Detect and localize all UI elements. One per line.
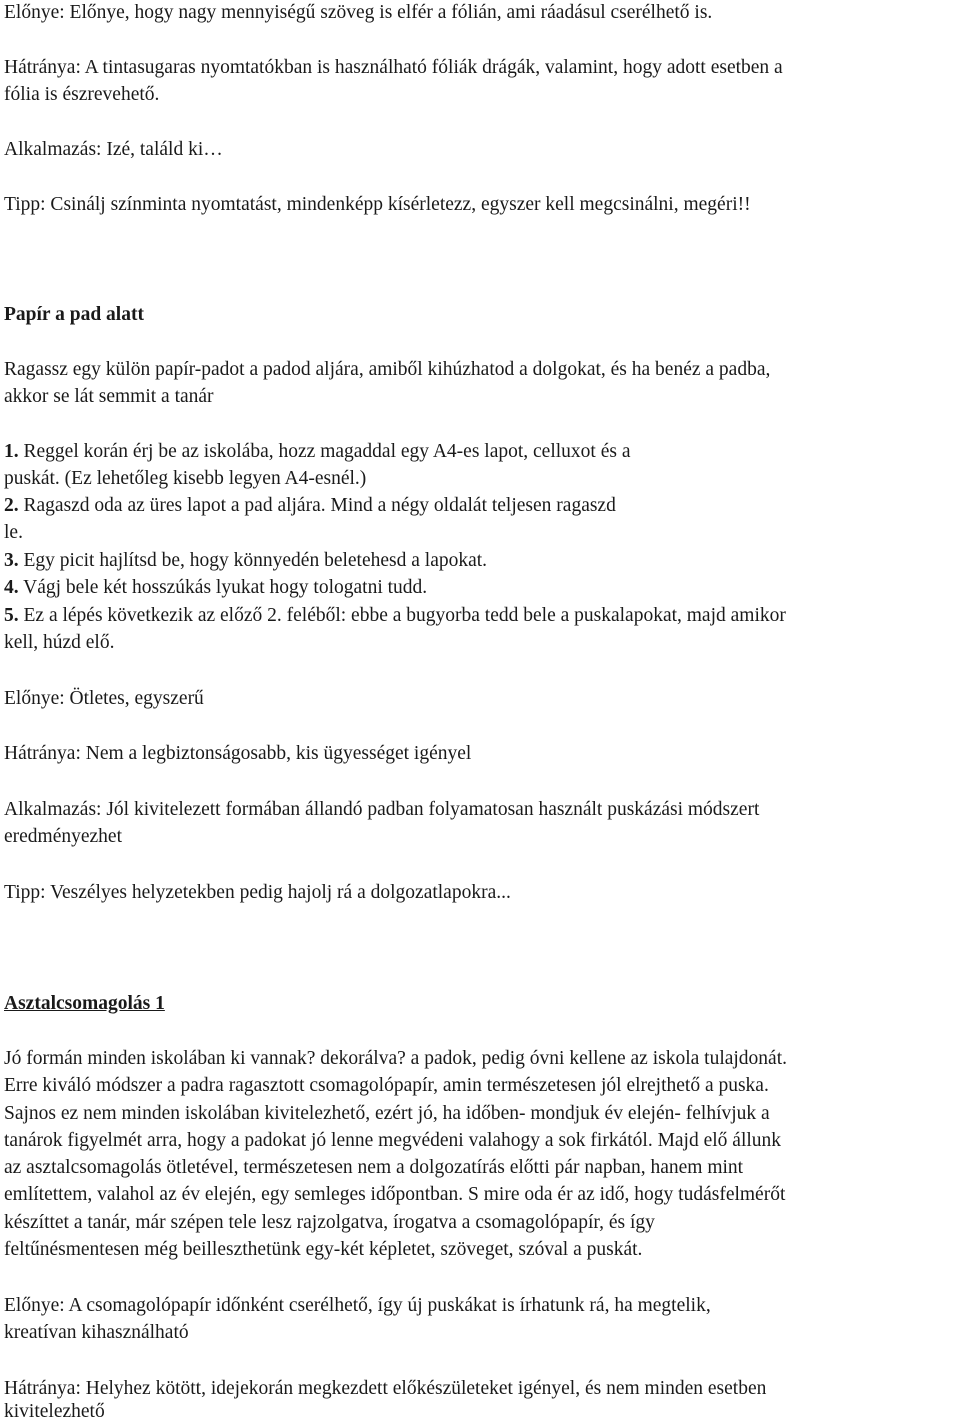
- disadvantage-text: Hátránya: Nem a legbiztonságosabb, kis ügyességet igényel: [4, 743, 472, 764]
- body-line: Jó formán minden iskolában ki vannak? dekorálva? a padok, pedig óvni kellene az iskola tulajdonát.: [4, 1048, 788, 1069]
- body-line: Sajnos ez nem minden iskolában kivitelezhető, ezért jó, ha időben- mondjuk év elején- felhívjuk a: [4, 1103, 770, 1124]
- step-5: [4, 603, 786, 629]
- body-line: tanárok figyelmét arra, hogy a padokat jó lenne megvédeni valahogy a sok firkától. Majd elő állunk: [4, 1130, 782, 1151]
- body-line: az asztalcsomagolás ötletével, természetesen nem a dolgozatírás előtti pár napban, hanem mint: [4, 1157, 744, 1178]
- body-line: készíttet a tanár, már szépen tele lesz rajzolgatva, írogatva a csomagolópapír, és így: [4, 1212, 655, 1233]
- step-number: 5.: [4, 605, 19, 626]
- application-line2: eredményezhet: [4, 826, 123, 847]
- step-number: 2.: [4, 495, 19, 516]
- step-number: 4.: [4, 577, 19, 598]
- step-5-cont: kell, húzd elő.: [4, 632, 115, 653]
- application-line1: Alkalmazás: Jól kivitelezett formában állandó padban folyamatosan használt puskázási módszert: [4, 799, 760, 820]
- step-number: 3.: [4, 550, 19, 571]
- step-1-cont: puskát. (Ez lehetőleg kisebb legyen A4-esnél.): [4, 468, 367, 489]
- body-line: Erre kiváló módszer a padra ragasztott csomagolópapír, amin természetesen jól elrejthető a puska.: [4, 1075, 769, 1096]
- application-text: Alkalmazás: Izé, találd ki…: [4, 139, 223, 160]
- section-heading: Asztalcsomagolás 1: [4, 993, 165, 1014]
- advantage-line1: Előnye: A csomagolópapír időnként cserélhető, így új puskákat is írhatunk rá, ha megtelik,: [4, 1295, 711, 1316]
- step-text: Egy picit hajlítsd be, hogy könnyedén beletehesd a lapokat.: [18, 550, 488, 571]
- advantage-text: Előnye: Előnye, hogy nagy mennyiségű szöveg is elfér a fólián, ami ráadásul cserélhető is.: [4, 2, 713, 23]
- step-2: [4, 493, 616, 519]
- step-3: [4, 548, 487, 574]
- body-line: említettem, valahol az év elején, egy semleges időpontban. S mire oda ér az idő, hogy tudásfelmérőt: [4, 1184, 786, 1205]
- intro-line2: akkor se lát semmit a tanár: [4, 386, 214, 407]
- step-1: [4, 439, 631, 465]
- disadvantage-text-line2: fólia is észrevehető.: [4, 84, 160, 105]
- step-text: Ez a lépés következik az előző 2. feléből: ebbe a bugyorba tedd bele a puskalapokat, majd amikor: [18, 605, 786, 626]
- disadvantage-text-line1: Hátránya: A tintasugaras nyomtatókban is használható fóliák drágák, valamint, hogy adott esetben a: [4, 57, 783, 78]
- body-line: feltűnésmentesen még beilleszthetünk egy-két képletet, szöveget, szóval a puskát.: [4, 1239, 643, 1260]
- tip-text: Tipp: Csinálj színminta nyomtatást, mindenképp kísérletezz, egyszer kell megcsinálni, megéri!!: [4, 194, 751, 215]
- advantage-line2: kreatívan kihasználható: [4, 1322, 189, 1343]
- intro-line1: Ragassz egy külön papír-padot a padod aljára, amiből kihúzhatod a dolgokat, és ha benéz a padba,: [4, 359, 771, 380]
- tip-text: Tipp: Veszélyes helyzetekben pedig hajolj rá a dolgozatlapokra...: [4, 882, 511, 903]
- step-2-cont: le.: [4, 522, 23, 543]
- step-text: Vágj bele két hosszúkás lyukat hogy tologatni tudd.: [18, 577, 428, 598]
- step-text: Ragaszd oda az üres lapot a pad aljára. Mind a négy oldalát teljesen ragaszd: [18, 495, 616, 516]
- step-number: 1.: [4, 441, 19, 462]
- step-text: Reggel korán érj be az iskolába, hozz magaddal egy A4-es lapot, celluxot és a: [18, 441, 631, 462]
- advantage-text: Előnye: Ötletes, egyszerű: [4, 688, 204, 709]
- disadvantage-line2: kivitelezhető: [4, 1401, 105, 1422]
- disadvantage-line1: Hátránya: Helyhez kötött, idejekorán megkezdett előkészületeket igényel, és nem minden esetben: [4, 1378, 767, 1399]
- section-heading: Papír a pad alatt: [4, 304, 144, 325]
- step-4: [4, 575, 427, 601]
